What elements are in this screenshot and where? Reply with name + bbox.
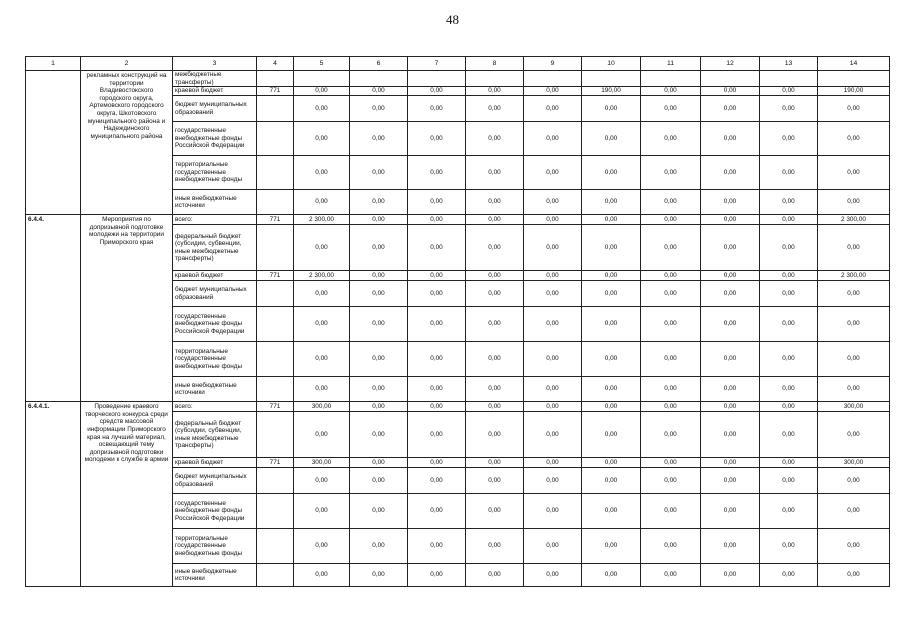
amount-cell: 0,00 <box>701 494 760 529</box>
amount-cell: 0,00 <box>760 458 818 468</box>
amount-cell: 0,00 <box>582 281 641 307</box>
amount-cell: 0,00 <box>818 190 890 215</box>
amount-cell: 0,00 <box>524 271 582 281</box>
funding-source: территориальные государственные внебюджетные фонды <box>173 529 257 564</box>
funding-source: краевой бюджет <box>173 458 257 468</box>
budget-table <box>25 56 890 587</box>
amount-cell: 0,00 <box>701 156 760 190</box>
amount-cell: 0,00 <box>466 122 524 156</box>
amount-cell: 0,00 <box>582 494 641 529</box>
amount-cell: 0,00 <box>294 412 350 458</box>
amount-cell: 0,00 <box>466 281 524 307</box>
amount-cell: 0,00 <box>818 564 890 587</box>
amount-cell: 0,00 <box>294 494 350 529</box>
amount-cell: 0,00 <box>641 225 701 271</box>
amount-cell: 0,00 <box>760 529 818 564</box>
amount-cell: 0,00 <box>466 468 524 494</box>
amount-cell: 0,00 <box>524 87 582 96</box>
amount-cell: 0,00 <box>524 458 582 468</box>
grbs-code <box>257 529 294 564</box>
page-number: 48 <box>446 12 459 27</box>
amount-cell: 0,00 <box>408 458 466 468</box>
amount-cell: 0,00 <box>582 377 641 402</box>
amount-cell: 0,00 <box>701 307 760 342</box>
amount-cell: 0,00 <box>701 122 760 156</box>
amount-cell: 0,00 <box>760 215 818 225</box>
amount-cell: 0,00 <box>760 307 818 342</box>
funding-source: бюджет муниципальных образований <box>173 96 257 122</box>
amount-cell: 0,00 <box>641 494 701 529</box>
funding-source: федеральный бюджет (субсидии, субвенции, иные межбюджетные трансферты) <box>173 412 257 458</box>
amount-cell: 0,00 <box>818 96 890 122</box>
amount-cell: 190,00 <box>818 87 890 96</box>
column-header: 7 <box>408 57 466 71</box>
amount-cell: 0,00 <box>524 225 582 271</box>
amount-cell: 0,00 <box>294 96 350 122</box>
amount-cell: 0,00 <box>582 564 641 587</box>
amount-cell <box>350 71 408 87</box>
amount-cell <box>582 71 641 87</box>
amount-cell: 0,00 <box>641 96 701 122</box>
amount-cell: 0,00 <box>760 190 818 215</box>
amount-cell: 2 300,00 <box>818 271 890 281</box>
amount-cell: 0,00 <box>701 281 760 307</box>
amount-cell: 0,00 <box>582 307 641 342</box>
amount-cell: 0,00 <box>466 156 524 190</box>
item-code: 6.4.4. <box>26 215 81 402</box>
amount-cell: 0,00 <box>294 87 350 96</box>
amount-cell: 0,00 <box>408 281 466 307</box>
amount-cell: 0,00 <box>350 307 408 342</box>
amount-cell: 0,00 <box>408 468 466 494</box>
amount-cell: 0,00 <box>641 342 701 377</box>
amount-cell: 0,00 <box>818 281 890 307</box>
amount-cell: 0,00 <box>524 494 582 529</box>
amount-cell: 0,00 <box>350 96 408 122</box>
amount-cell: 0,00 <box>760 377 818 402</box>
funding-source: государственные внебюджетные фонды Российской Федерации <box>173 122 257 156</box>
funding-source: федеральный бюджет (субсидии, субвенции, иные межбюджетные трансферты) <box>173 225 257 271</box>
amount-cell: 0,00 <box>294 281 350 307</box>
item-name: Проведение краевого творческого конкурса среди средств массовой информации Приморского края на лучший материал, освещающий тему допризывной подготовки молодежи к службе в армии <box>81 402 173 587</box>
column-header: 10 <box>582 57 641 71</box>
amount-cell: 0,00 <box>350 225 408 271</box>
amount-cell: 0,00 <box>466 402 524 412</box>
amount-cell: 0,00 <box>641 458 701 468</box>
amount-cell: 0,00 <box>466 412 524 458</box>
amount-cell: 0,00 <box>408 377 466 402</box>
amount-cell: 0,00 <box>294 564 350 587</box>
amount-cell: 0,00 <box>524 564 582 587</box>
grbs-code <box>257 494 294 529</box>
header-row <box>26 57 890 71</box>
grbs-code <box>257 412 294 458</box>
amount-cell: 0,00 <box>408 564 466 587</box>
amount-cell: 0,00 <box>701 87 760 96</box>
amount-cell: 0,00 <box>582 156 641 190</box>
item-name: Мероприятия по допризывной подготовке молодежи на территории Приморского края <box>81 215 173 402</box>
amount-cell: 0,00 <box>641 307 701 342</box>
amount-cell: 0,00 <box>294 377 350 402</box>
amount-cell: 300,00 <box>294 458 350 468</box>
amount-cell: 0,00 <box>641 215 701 225</box>
funding-source: государственные внебюджетные фонды Российской Федерации <box>173 494 257 529</box>
funding-source: краевой бюджет <box>173 271 257 281</box>
amount-cell: 0,00 <box>760 271 818 281</box>
table-row <box>26 215 890 225</box>
amount-cell: 0,00 <box>294 122 350 156</box>
column-header: 8 <box>466 57 524 71</box>
amount-cell: 0,00 <box>350 377 408 402</box>
amount-cell: 0,00 <box>701 96 760 122</box>
amount-cell: 0,00 <box>466 342 524 377</box>
amount-cell: 0,00 <box>350 342 408 377</box>
grbs-code <box>257 96 294 122</box>
amount-cell: 0,00 <box>818 529 890 564</box>
amount-cell: 0,00 <box>582 468 641 494</box>
amount-cell <box>294 71 350 87</box>
amount-cell: 0,00 <box>350 402 408 412</box>
amount-cell: 0,00 <box>408 122 466 156</box>
amount-cell: 0,00 <box>760 342 818 377</box>
amount-cell: 0,00 <box>350 281 408 307</box>
amount-cell: 0,00 <box>760 402 818 412</box>
table-row <box>26 71 890 87</box>
amount-cell: 0,00 <box>818 468 890 494</box>
amount-cell: 0,00 <box>641 402 701 412</box>
grbs-code <box>257 190 294 215</box>
amount-cell: 0,00 <box>701 377 760 402</box>
amount-cell: 0,00 <box>818 412 890 458</box>
funding-source: межбюджетные трансферты) <box>173 71 257 87</box>
grbs-code <box>257 156 294 190</box>
grbs-code <box>257 377 294 402</box>
amount-cell: 0,00 <box>818 156 890 190</box>
amount-cell: 0,00 <box>466 494 524 529</box>
amount-cell: 0,00 <box>350 412 408 458</box>
funding-source: территориальные государственные внебюджетные фонды <box>173 342 257 377</box>
amount-cell <box>818 71 890 87</box>
amount-cell: 0,00 <box>641 271 701 281</box>
amount-cell: 0,00 <box>408 307 466 342</box>
amount-cell: 0,00 <box>818 377 890 402</box>
column-header: 2 <box>81 57 173 71</box>
amount-cell: 0,00 <box>582 402 641 412</box>
amount-cell: 0,00 <box>701 402 760 412</box>
amount-cell: 0,00 <box>294 342 350 377</box>
amount-cell: 0,00 <box>350 190 408 215</box>
amount-cell: 0,00 <box>408 271 466 281</box>
grbs-code: 771 <box>257 271 294 281</box>
amount-cell: 0,00 <box>582 225 641 271</box>
amount-cell: 0,00 <box>582 190 641 215</box>
amount-cell: 0,00 <box>408 529 466 564</box>
amount-cell: 0,00 <box>408 215 466 225</box>
amount-cell: 0,00 <box>294 225 350 271</box>
amount-cell: 0,00 <box>701 529 760 564</box>
funding-source: бюджет муниципальных образований <box>173 281 257 307</box>
column-header: 12 <box>701 57 760 71</box>
amount-cell: 0,00 <box>641 281 701 307</box>
column-header: 11 <box>641 57 701 71</box>
amount-cell: 0,00 <box>524 96 582 122</box>
amount-cell: 300,00 <box>294 402 350 412</box>
amount-cell: 0,00 <box>524 190 582 215</box>
amount-cell: 0,00 <box>350 564 408 587</box>
amount-cell: 0,00 <box>582 122 641 156</box>
column-header: 4 <box>257 57 294 71</box>
amount-cell: 0,00 <box>408 342 466 377</box>
amount-cell: 0,00 <box>466 96 524 122</box>
amount-cell: 0,00 <box>701 342 760 377</box>
amount-cell: 0,00 <box>760 156 818 190</box>
funding-source: территориальные государственные внебюджетные фонды <box>173 156 257 190</box>
amount-cell: 0,00 <box>701 215 760 225</box>
amount-cell: 0,00 <box>760 122 818 156</box>
amount-cell: 0,00 <box>294 468 350 494</box>
amount-cell: 0,00 <box>466 225 524 271</box>
grbs-code <box>257 225 294 271</box>
grbs-code <box>257 122 294 156</box>
grbs-code: 771 <box>257 87 294 96</box>
amount-cell: 0,00 <box>294 307 350 342</box>
amount-cell: 0,00 <box>818 342 890 377</box>
amount-cell: 0,00 <box>641 529 701 564</box>
funding-source: иные внебюджетные источники <box>173 377 257 402</box>
amount-cell: 0,00 <box>582 215 641 225</box>
amount-cell <box>408 71 466 87</box>
amount-cell: 0,00 <box>641 122 701 156</box>
amount-cell: 0,00 <box>408 190 466 215</box>
amount-cell: 0,00 <box>408 87 466 96</box>
amount-cell: 0,00 <box>524 156 582 190</box>
amount-cell: 300,00 <box>818 402 890 412</box>
amount-cell: 0,00 <box>466 87 524 96</box>
amount-cell <box>641 71 701 87</box>
amount-cell: 0,00 <box>818 307 890 342</box>
column-header: 3 <box>173 57 257 71</box>
item-name: рекламных конструкций на территории Владивостокского городского округа, Артемовского городского округа, Шкотовского муниципального района и Надеждинского муниципального района <box>81 71 173 215</box>
funding-source: всего: <box>173 402 257 412</box>
column-header: 13 <box>760 57 818 71</box>
amount-cell: 0,00 <box>294 529 350 564</box>
amount-cell: 0,00 <box>701 190 760 215</box>
amount-cell: 2 300,00 <box>818 215 890 225</box>
amount-cell: 0,00 <box>760 564 818 587</box>
amount-cell: 0,00 <box>582 96 641 122</box>
item-code: 6.4.4.1. <box>26 402 81 587</box>
amount-cell: 0,00 <box>582 529 641 564</box>
amount-cell: 0,00 <box>408 494 466 529</box>
amount-cell: 0,00 <box>760 412 818 458</box>
grbs-code: 771 <box>257 215 294 225</box>
amount-cell: 0,00 <box>701 271 760 281</box>
grbs-code <box>257 281 294 307</box>
amount-cell: 0,00 <box>524 215 582 225</box>
amount-cell: 0,00 <box>350 271 408 281</box>
amount-cell: 0,00 <box>641 156 701 190</box>
amount-cell: 0,00 <box>524 529 582 564</box>
amount-cell: 0,00 <box>408 96 466 122</box>
grbs-code <box>257 342 294 377</box>
amount-cell: 0,00 <box>818 494 890 529</box>
amount-cell: 0,00 <box>760 225 818 271</box>
amount-cell: 0,00 <box>408 402 466 412</box>
grbs-code: 771 <box>257 458 294 468</box>
amount-cell: 0,00 <box>294 190 350 215</box>
amount-cell: 0,00 <box>350 494 408 529</box>
amount-cell: 0,00 <box>818 122 890 156</box>
amount-cell: 0,00 <box>350 215 408 225</box>
amount-cell: 0,00 <box>760 281 818 307</box>
column-header: 5 <box>294 57 350 71</box>
amount-cell: 0,00 <box>466 458 524 468</box>
grbs-code <box>257 71 294 87</box>
amount-cell: 0,00 <box>350 156 408 190</box>
amount-cell: 0,00 <box>701 412 760 458</box>
amount-cell: 0,00 <box>350 529 408 564</box>
amount-cell: 0,00 <box>524 307 582 342</box>
amount-cell: 0,00 <box>641 87 701 96</box>
amount-cell: 0,00 <box>408 412 466 458</box>
amount-cell <box>760 71 818 87</box>
amount-cell: 0,00 <box>641 564 701 587</box>
amount-cell: 0,00 <box>524 281 582 307</box>
amount-cell: 0,00 <box>350 87 408 96</box>
amount-cell: 0,00 <box>294 156 350 190</box>
amount-cell <box>524 71 582 87</box>
funding-source: бюджет муниципальных образований <box>173 468 257 494</box>
funding-source: иные внебюджетные источники <box>173 190 257 215</box>
table-row <box>26 402 890 412</box>
amount-cell: 0,00 <box>466 215 524 225</box>
amount-cell: 0,00 <box>408 225 466 271</box>
amount-cell: 0,00 <box>582 458 641 468</box>
amount-cell: 0,00 <box>760 87 818 96</box>
amount-cell: 0,00 <box>524 342 582 377</box>
amount-cell: 0,00 <box>641 412 701 458</box>
amount-cell: 2 300,00 <box>294 215 350 225</box>
amount-cell: 300,00 <box>818 458 890 468</box>
column-header: 6 <box>350 57 408 71</box>
amount-cell: 0,00 <box>350 458 408 468</box>
amount-cell: 0,00 <box>466 190 524 215</box>
column-header: 1 <box>26 57 81 71</box>
amount-cell: 0,00 <box>641 377 701 402</box>
amount-cell: 0,00 <box>701 564 760 587</box>
column-header: 14 <box>818 57 890 71</box>
amount-cell: 0,00 <box>701 458 760 468</box>
amount-cell: 0,00 <box>524 412 582 458</box>
amount-cell <box>701 71 760 87</box>
amount-cell: 0,00 <box>641 190 701 215</box>
amount-cell: 0,00 <box>760 468 818 494</box>
amount-cell: 0,00 <box>524 402 582 412</box>
amount-cell: 0,00 <box>582 271 641 281</box>
grbs-code <box>257 468 294 494</box>
funding-source: краевой бюджет <box>173 87 257 96</box>
amount-cell: 0,00 <box>466 271 524 281</box>
amount-cell: 0,00 <box>350 468 408 494</box>
amount-cell: 0,00 <box>701 225 760 271</box>
funding-source: иные внебюджетные источники <box>173 564 257 587</box>
amount-cell: 0,00 <box>582 342 641 377</box>
amount-cell: 2 300,00 <box>294 271 350 281</box>
column-header: 9 <box>524 57 582 71</box>
amount-cell: 0,00 <box>818 225 890 271</box>
grbs-code <box>257 307 294 342</box>
amount-cell: 0,00 <box>524 377 582 402</box>
amount-cell: 0,00 <box>701 468 760 494</box>
amount-cell: 0,00 <box>582 412 641 458</box>
amount-cell: 0,00 <box>466 564 524 587</box>
item-code <box>26 71 81 215</box>
amount-cell: 0,00 <box>524 468 582 494</box>
amount-cell: 190,00 <box>582 87 641 96</box>
grbs-code: 771 <box>257 402 294 412</box>
amount-cell <box>466 71 524 87</box>
funding-source: государственные внебюджетные фонды Российской Федерации <box>173 307 257 342</box>
amount-cell: 0,00 <box>466 529 524 564</box>
amount-cell: 0,00 <box>760 494 818 529</box>
amount-cell: 0,00 <box>466 377 524 402</box>
amount-cell: 0,00 <box>641 468 701 494</box>
amount-cell: 0,00 <box>760 96 818 122</box>
amount-cell: 0,00 <box>524 122 582 156</box>
funding-source: всего: <box>173 215 257 225</box>
amount-cell: 0,00 <box>408 156 466 190</box>
grbs-code <box>257 564 294 587</box>
amount-cell: 0,00 <box>466 307 524 342</box>
amount-cell: 0,00 <box>350 122 408 156</box>
